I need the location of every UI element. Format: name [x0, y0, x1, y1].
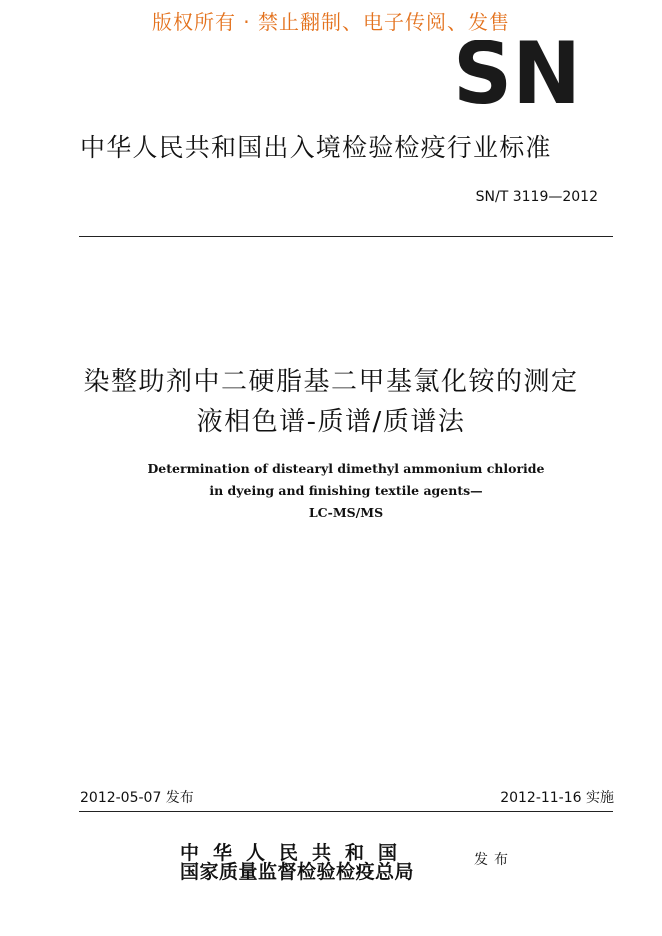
divider-top — [79, 236, 613, 237]
standard-code: SN/T 3119—2012 — [475, 189, 598, 205]
sn-logo-text: SN — [453, 40, 581, 106]
title-en-line1: Determination of distearyl dimethyl ammonium chloride — [147, 461, 545, 476]
issuer-country: 中华人民共和国 — [180, 842, 412, 864]
title-cn-line1: 染整助剂中二硬脂基二甲基氯化铵的测定 — [83, 367, 579, 397]
issuer-agency: 国家质量监督检验检疫总局 — [180, 861, 415, 883]
effective-date: 2012-11-16 实施 — [500, 790, 614, 806]
title-en-line3: LC-MS/MS — [308, 505, 384, 520]
title-cn-line2: 液相色谱-质谱/质谱法 — [196, 407, 466, 437]
divider-bottom — [79, 811, 613, 812]
issue-date: 2012-05-07 发布 — [80, 790, 194, 806]
standard-type-title: 中华人民共和国出入境检验检疫行业标准 — [80, 133, 552, 162]
sn-logo — [452, 40, 582, 106]
publish-label: 发布 — [474, 852, 514, 868]
title-en-line2: in dyeing and finishing textile agents— — [209, 483, 483, 498]
copyright-watermark: 版权所有 · 禁止翻制、电子传阅、发售 — [151, 10, 511, 34]
